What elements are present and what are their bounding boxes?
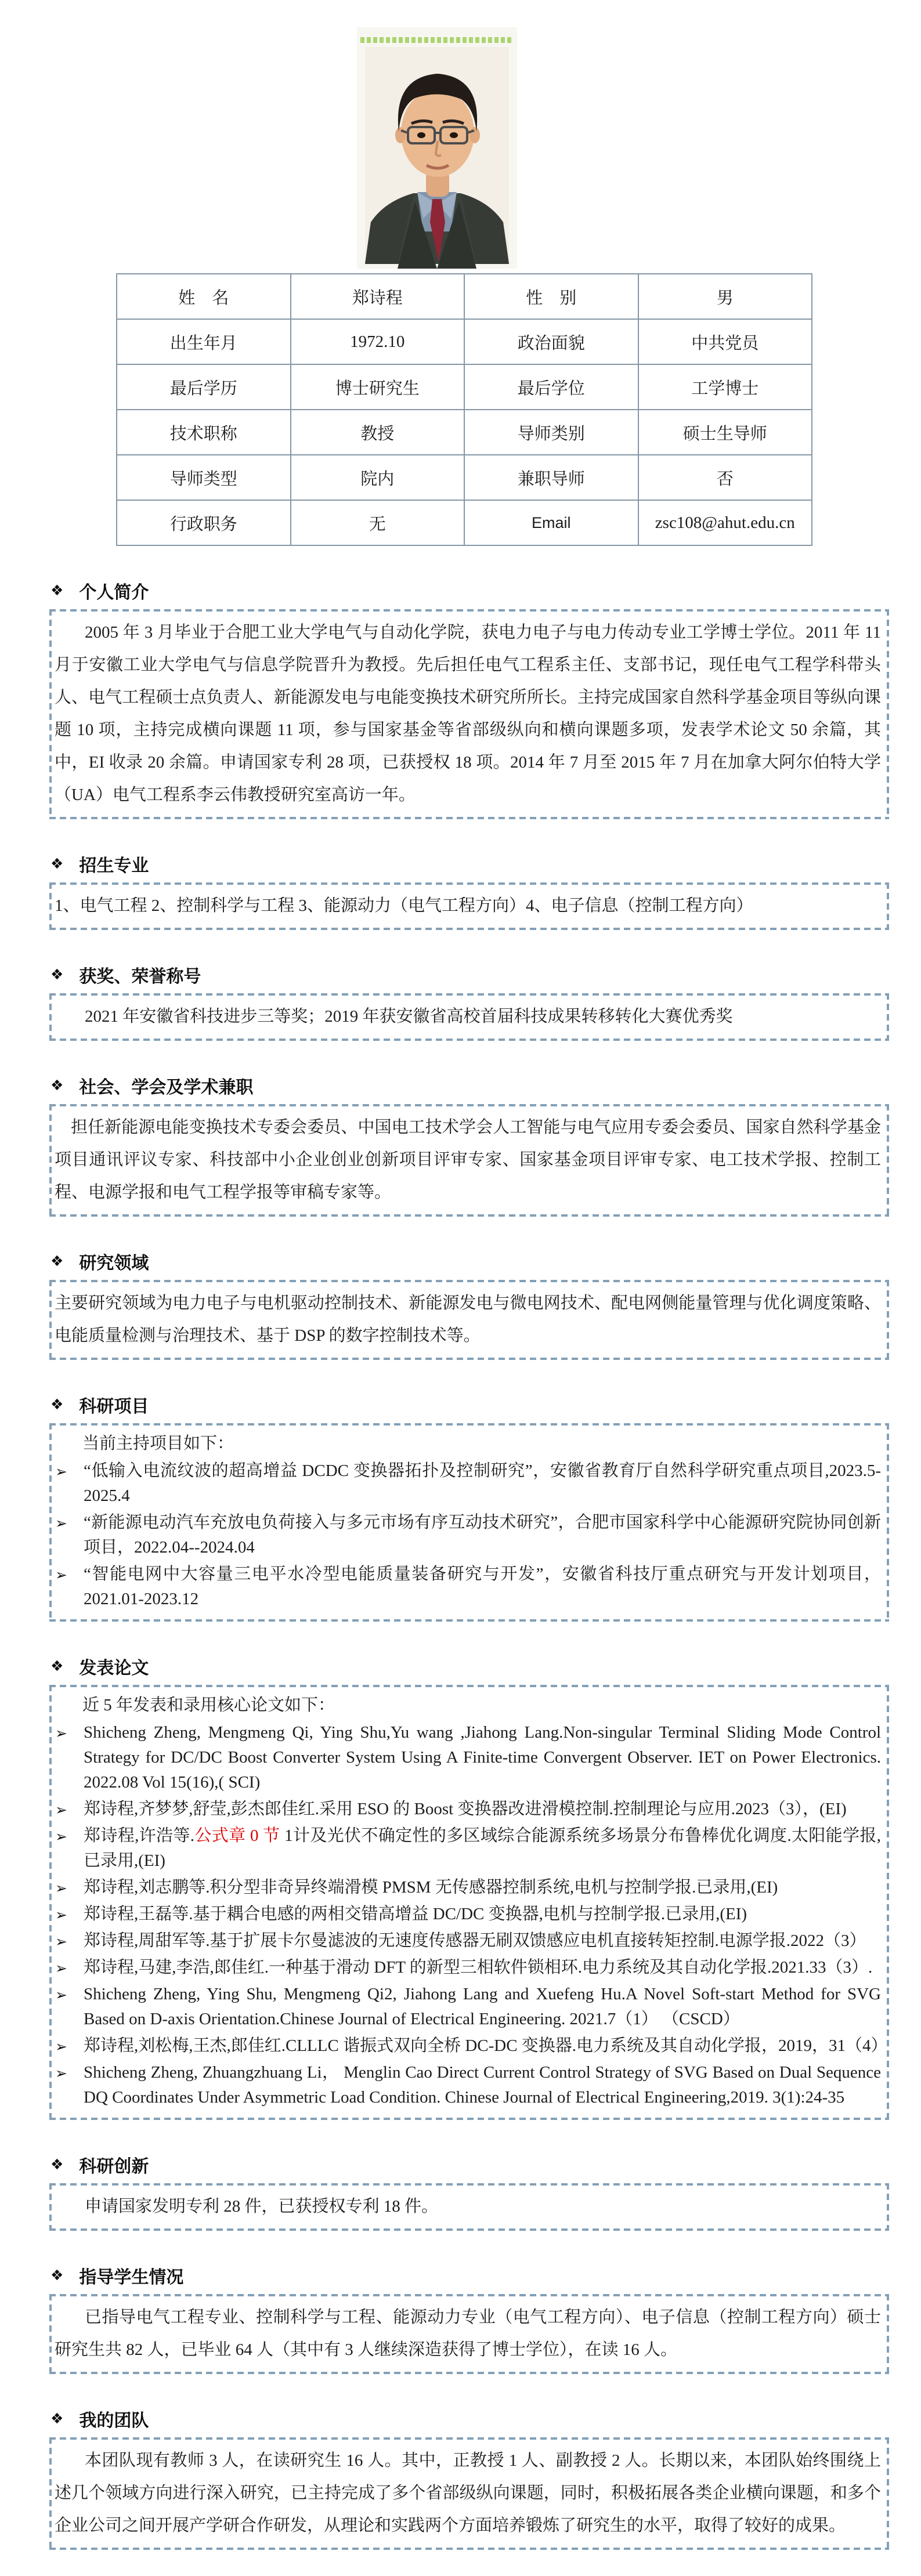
innovation-text: 申请国家发明专利 28 件，已获授权专利 18 件。: [85, 2197, 439, 2216]
section-title: 发表论文: [79, 1659, 149, 1678]
section-memberships: [49, 1073, 889, 1217]
table-row: [117, 500, 812, 545]
table-row: [117, 455, 812, 500]
list-item: [55, 2060, 881, 2110]
students-box: [49, 2294, 889, 2374]
arrow-bullet-icon: ➢: [55, 1828, 67, 1845]
table-row: [117, 274, 812, 319]
arrow-bullet-icon: ➢: [55, 2038, 67, 2055]
section-header: [50, 1249, 889, 1274]
field-label-gender: 性 别: [464, 274, 638, 319]
list-item: [55, 1902, 881, 1927]
field-label-adjunct-supervisor: 兼职导师: [464, 455, 638, 500]
publication-text-rest: 1计及光伏不确定性的多区域综合能源系统多场景分布鲁棒优化调度.太阳能学报,已录用,(EI): [84, 1826, 881, 1870]
section-header: [50, 1073, 889, 1098]
publication-text: 郑诗程,周甜军等.基于扩展卡尔曼滤波的无速度传感器无刷双馈感应电机直接转矩控制.电源学报.2022（3）: [84, 1931, 866, 1950]
enrollment-box: [49, 882, 889, 930]
info-table: [116, 273, 812, 546]
section-title: 我的团队: [79, 2411, 149, 2430]
field-label-supervisor-type: 导师类型: [117, 455, 291, 500]
arrow-bullet-icon: ➢: [55, 2065, 67, 2082]
publication-text: Shicheng Zheng, Mengmeng Qi, Ying Shu,Yu wang ,Jiahong Lang.Non-singular Terminal Sliding Mode Control Strategy for DC/DC Boost Converter System Using A Finite-time Convergent Observer. IET on Power Electronics. 2022.08 Vol 15(16),( SCI): [84, 1723, 881, 1792]
section-header: [50, 2152, 889, 2177]
section-team: [49, 2406, 889, 2550]
field-label-supervisor-category: 导师类别: [464, 410, 638, 455]
list-item: [55, 1824, 881, 1873]
section-awards: [49, 962, 889, 1041]
field-code-error-text: 公式章 0 节: [194, 1826, 285, 1845]
list-item: [55, 1982, 881, 2032]
memberships-text: 担任新能源电能变换技术专委会委员、中国电工技术学会人工智能与电气应用专委会委员、国家自然科学基金项目通讯评议专家、科技部中小企业创业创新项目评审专家、国家基金项目评审专家、电工技术学报、控制工程、电源学报和电气工程学报等审稿专家等。: [55, 1118, 881, 1202]
field-label-email: Email: [464, 500, 638, 545]
diamond-icon: ❖: [50, 1077, 64, 1094]
arrow-bullet-icon: ➢: [55, 1463, 67, 1480]
publication-text: [84, 1826, 881, 1870]
list-item: [55, 1720, 881, 1795]
field-value-adjunct-supervisor: 否: [638, 455, 812, 500]
publication-text: 郑诗程,马建,李浩,郎佳红.一种基于滑动 DFT 的新型三相软件锁相环.电力系统及其自动化学报.2021.33（3）.: [84, 1958, 873, 1977]
arrow-bullet-icon: ➢: [55, 1801, 67, 1818]
list-item: [55, 1459, 881, 1508]
portrait-photo: [357, 27, 517, 269]
diamond-icon: ❖: [50, 855, 64, 872]
profile-text: 2005 年 3 月毕业于合肥工业大学电气与自动化学院，获电力电子与电力传动专业工学博士学位。2011 年 11 月于安徽工业大学电气与信息学院晋升为教授。先后担任电气工程系主任、支部书记，现任电气工程学科带头人、电气工程硕士点负责人、新能源发电与电能变换技术研究所所长。主持完成国家自然科学基金项目等纵向课题 10 项，主持完成横向课题 11 项，参与国家基金等省部级纵向和横向课题多项，发表学术论文 50 余篇，其中，EI 收录 20 余篇。申请国家专利 28 项，已获授权 18 项。2014 年 7 月至 2015 年 7 月在加拿大阿尔伯特大学（UA）电气工程系李云伟教授研究室高访一年。: [55, 623, 881, 804]
arrow-bullet-icon: ➢: [55, 1987, 67, 2003]
section-research-areas: [49, 1249, 889, 1360]
section-title: 获奖、荣誉称号: [79, 967, 201, 986]
awards-box: [49, 993, 889, 1041]
arrow-bullet-icon: ➢: [55, 1566, 67, 1583]
innovation-box: [49, 2183, 889, 2231]
section-header: [50, 1392, 889, 1417]
list-item: [55, 1562, 881, 1612]
field-value-education: 博士研究生: [291, 364, 465, 410]
section-enrollment: [49, 851, 889, 930]
field-value-title: 教授: [291, 410, 465, 455]
field-label-birth: 出生年月: [117, 319, 291, 364]
section-publications: [49, 1654, 889, 2120]
team-text: 本团队现有教师 3 人，在读研究生 16 人。其中，正教授 1 人、副教授 2 人。长期以来，本团队始终围绕上述几个领域方向进行深入研究，已主持完成了多个省部级纵向课题，同时，积极拓展各类企业横向课题，和多个企业公司之间开展产学研合作研发，从理论和实践两个方面培养锻炼了研究生的水平，取得了较好的成果。: [55, 2451, 881, 2535]
students-text: 已指导电气工程专业、控制科学与工程、能源动力专业（电气工程方向）、电子信息（控制工程方向）硕士研究生共 82 人，已毕业 64 人（其中有 3 人继续深造获得了博士学位），在读 16 人。: [55, 2308, 881, 2359]
table-row: [117, 364, 812, 410]
field-label-title: 技术职称: [117, 410, 291, 455]
field-label-admin-post: 行政职务: [117, 500, 291, 545]
publication-text: Shicheng Zheng, Zhuangzhuang Li， Menglin Cao Direct Current Control Strategy of SVG Based on Dual Sequence DQ Coordinates Under Asymmetric Load Condition. Chinese Journal of Electrical Engineering,2019. 3(1):24-35: [84, 2063, 881, 2107]
section-header: [50, 851, 889, 877]
field-label-education: 最后学历: [117, 364, 291, 410]
list-item: [55, 1510, 881, 1560]
table-row: [117, 410, 812, 455]
section-header: [50, 2406, 889, 2432]
diamond-icon: ❖: [50, 2267, 64, 2284]
research-areas-box: [49, 1280, 889, 1360]
diamond-icon: ❖: [50, 1658, 64, 1674]
publications-box: [49, 1685, 889, 2120]
diamond-icon: ❖: [50, 582, 64, 599]
projects-intro: 当前主持项目如下：: [82, 1434, 234, 1453]
section-profile: [49, 578, 889, 819]
list-item: [55, 1929, 881, 1953]
field-value-degree: 工学博士: [638, 364, 812, 410]
publication-text: 郑诗程,刘志鹏等.积分型非奇异终端滑模 PMSM 无传感器控制系统,电机与控制学报.已录用,(EI): [84, 1878, 778, 1897]
field-label-degree: 最后学位: [464, 364, 638, 410]
publication-text: 郑诗程,齐梦梦,舒莹,彭杰郎佳红.采用 ESO 的 Boost 变换器改进滑模控制.控制理论与应用.2023（3），(EI): [84, 1800, 847, 1818]
sections-container: [49, 578, 889, 2550]
project-text: “新能源电动汽车充放电负荷接入与多元市场有序互动技术研究”，合肥市国家科学中心能源研究院协同创新项目，2022.04--2024.04: [84, 1513, 881, 1557]
arrow-bullet-icon: ➢: [55, 1880, 67, 1897]
section-title: 研究领域: [79, 1254, 149, 1273]
projects-list: [55, 1459, 881, 1612]
field-label-name: 姓 名: [117, 274, 291, 319]
section-innovation: [49, 2152, 889, 2231]
section-students: [49, 2263, 889, 2374]
arrow-bullet-icon: ➢: [55, 1933, 67, 1950]
profile-box: [49, 609, 889, 819]
section-title: 科研项目: [79, 1397, 149, 1416]
table-row: [117, 319, 812, 364]
diamond-icon: ❖: [50, 2156, 64, 2173]
section-projects: [49, 1392, 889, 1622]
section-title: 招生专业: [79, 856, 149, 875]
arrow-bullet-icon: ➢: [55, 1725, 67, 1742]
publications-intro: 近 5 年发表和录用核心论文如下：: [82, 1696, 335, 1714]
awards-text: 2021 年安徽省科技进步三等奖；2019 年获安徽省高校首届科技成果转移转化大赛优秀奖: [85, 1007, 733, 1026]
section-header: [50, 2263, 889, 2288]
projects-box: [49, 1423, 889, 1622]
section-title: 个人简介: [79, 583, 149, 602]
list-item: [55, 2034, 888, 2058]
research-areas-text: 主要研究领域为电力电子与电机驱动控制技术、新能源发电与微电网技术、配电网侧能量管理与优化调度策略、电能质量检测与治理技术、基于 DSP 的数字控制技术等。: [55, 1294, 881, 1345]
arrow-bullet-icon: ➢: [55, 1960, 67, 1977]
field-value-birth: 1972.10: [291, 319, 465, 364]
field-value-supervisor-type: 院内: [291, 455, 465, 500]
project-text: “智能电网中大容量三电平水冷型电能质量装备研究与开发”，安徽省科技厅重点研究与开发计划项目，2021.01-2023.12: [84, 1565, 881, 1608]
publication-text: 郑诗程,刘松梅,王杰,郎佳红.CLLLC 谐振式双向全桥 DC-DC 变换器.电力系统及其自动化学报，2019，31（4）: [84, 2036, 888, 2055]
diamond-icon: ❖: [50, 1253, 64, 1269]
diamond-icon: ❖: [50, 1396, 64, 1413]
portrait-photo-image: [357, 27, 517, 269]
section-header: [50, 1654, 889, 1679]
section-title: 指导学生情况: [79, 2268, 184, 2287]
section-header: [50, 962, 889, 987]
field-value-email: zsc108@ahut.edu.cn: [638, 500, 812, 545]
arrow-bullet-icon: ➢: [55, 1906, 67, 1923]
field-value-politics: 中共党员: [638, 319, 812, 364]
field-value-gender: 男: [638, 274, 812, 319]
field-value-admin-post: 无: [291, 500, 465, 545]
section-title: 社会、学会及学术兼职: [79, 1078, 254, 1097]
field-label-politics: 政治面貌: [464, 319, 638, 364]
field-value-supervisor-category: 硕士生导师: [638, 410, 812, 455]
list-item: [55, 1797, 881, 1822]
diamond-icon: ❖: [50, 2410, 64, 2427]
project-text: “低输入电流纹波的超高增益 DCDC 变换器拓扑及控制研究”，安徽省教育厅自然科学研究重点项目,2023.5-2025.4: [84, 1461, 881, 1505]
diamond-icon: ❖: [50, 966, 64, 983]
section-title: 科研创新: [79, 2157, 149, 2176]
memberships-box: [49, 1104, 889, 1217]
section-header: [50, 578, 889, 603]
publications-list: [55, 1720, 888, 2110]
publication-text: Shicheng Zheng, Ying Shu, Mengmeng Qi2, Jiahong Lang and Xuefeng Hu.A Novel Soft-start Method for SVG Based on D-axis Orientation.Chinese Journal of Electrical Engineering. 2021.7（1） （CSCD）: [84, 1985, 881, 2028]
field-value-name: 郑诗程: [291, 274, 465, 319]
publication-text-prefix: 郑诗程,许浩等.: [84, 1826, 194, 1845]
team-box: [49, 2437, 889, 2550]
list-item: [55, 1955, 881, 1980]
enrollment-text: 1、电气工程 2、控制科学与工程 3、能源动力（电气工程方向）4、电子信息（控制工程方向）: [55, 896, 753, 915]
arrow-bullet-icon: ➢: [55, 1515, 67, 1532]
list-item: [55, 1875, 881, 1900]
publication-text: 郑诗程,王磊等.基于耦合电感的两相交错高增益 DC/DC 变换器,电机与控制学报.已录用,(EI): [84, 1905, 747, 1923]
